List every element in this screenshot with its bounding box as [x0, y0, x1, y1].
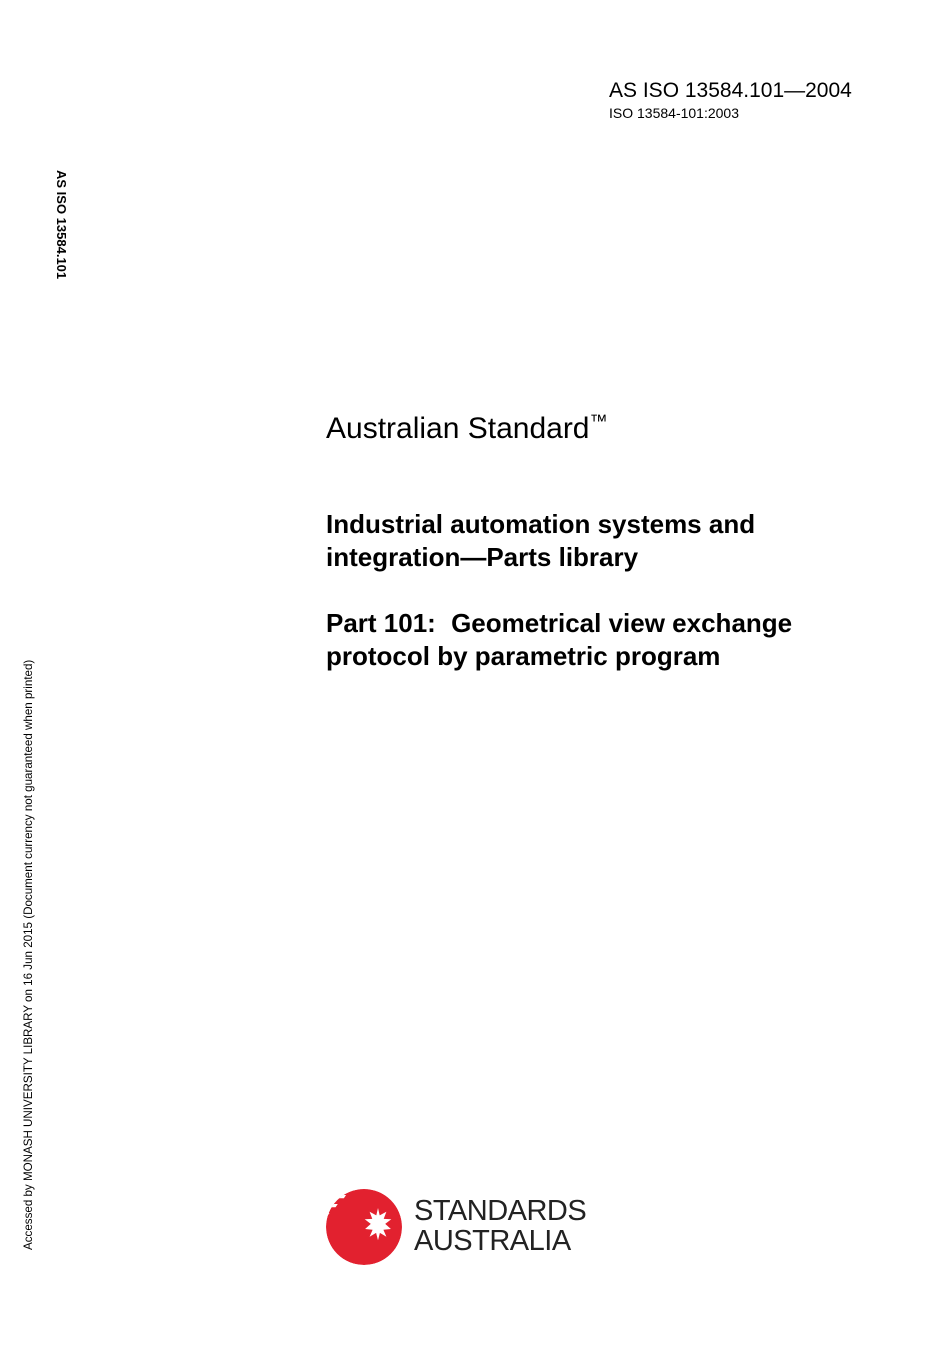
spine-label [54, 170, 74, 300]
part-title-line-2: protocol by parametric program [326, 641, 721, 671]
document-title [326, 508, 886, 574]
logo-line-1: STANDARDS [414, 1195, 587, 1227]
access-note [22, 598, 38, 1250]
trademark-symbol: ™ [589, 411, 608, 431]
document-title-line-1: Industrial automation systems and [326, 509, 756, 539]
series-name: Australian Standard [326, 412, 590, 445]
standards-australia-logo [325, 1188, 605, 1268]
standards-australia-star-icon [325, 1188, 403, 1266]
part-title-line-1 [326, 607, 886, 640]
standard-number: AS ISO 13584.101—2004 [609, 79, 852, 102]
document-title-line-2: integration—Parts library [326, 542, 639, 572]
access-note-text: Accessed by MONASH UNIVERSITY LIBRARY on 16 Jun 2015 (Document currency not guaranteed when printed) [22, 659, 35, 1250]
part-title [326, 607, 886, 673]
series-title [326, 402, 608, 448]
part-title-text-1: Geometrical view exchange [451, 608, 793, 638]
logo-line-2: AUSTRALIA [414, 1225, 571, 1257]
part-label: Part 101: [326, 608, 436, 638]
iso-reference: ISO 13584-101:2003 [609, 105, 739, 121]
spine-label-text: AS ISO 13584.101 [54, 170, 69, 280]
logo-wordmark [414, 1196, 586, 1256]
